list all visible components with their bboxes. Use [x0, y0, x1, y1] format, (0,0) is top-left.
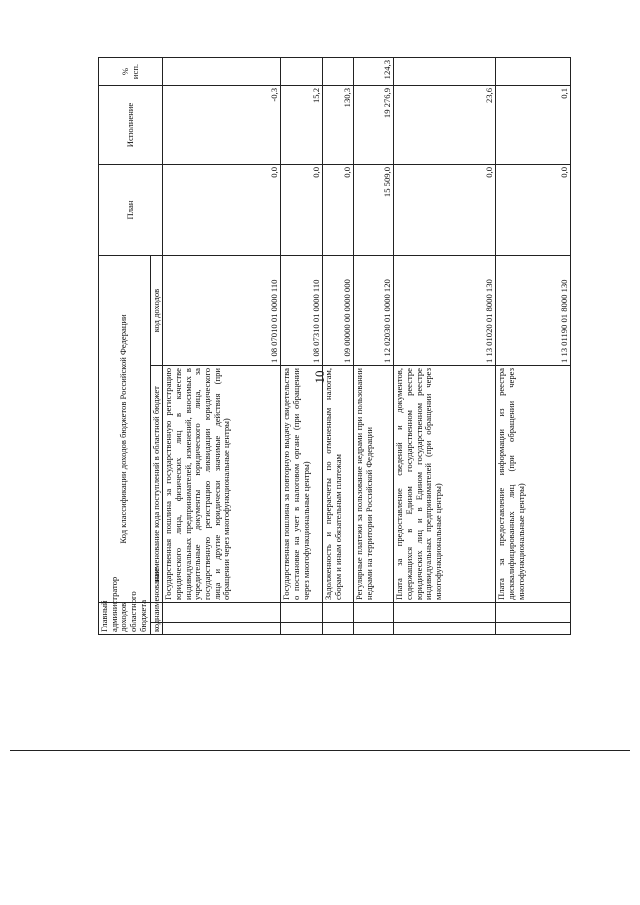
header-kbk-name: наименование кода поступлений в областной бюджет	[150, 366, 163, 603]
row-admin-code	[163, 623, 281, 635]
row-name: Государственная пошлина за повторную выдачу свидетельства о постановке на учет в налоговом органе (при обращении через многофункциональные центры)	[281, 366, 323, 603]
row-percent	[323, 58, 354, 86]
row-execution: 130,3	[323, 86, 354, 165]
footer-divider	[10, 750, 630, 751]
row-percent	[394, 58, 496, 86]
row-code: 1 08 07010 01 0000 110	[163, 256, 281, 366]
row-name: Плата за предоставление сведений и документов, содержащихся в Едином государственном реестре юридических лиц и в Едином государственном реестре индивидуальных предпринимателей (при обращении через многофункциональные центры)	[394, 366, 496, 603]
header-row-top	[99, 58, 151, 635]
header-admin-code: код	[150, 623, 163, 635]
row-plan: 0,0	[163, 165, 281, 256]
row-admin-name	[281, 603, 323, 623]
row-execution: 15,2	[281, 86, 323, 165]
page-number: 10	[312, 370, 327, 384]
row-admin-code	[281, 623, 323, 635]
table-rotator	[98, 58, 569, 635]
row-code: 1 13 01020 01 8000 130	[394, 256, 496, 366]
table-row	[163, 58, 281, 635]
row-admin-name	[394, 603, 496, 623]
row-admin-code	[323, 623, 354, 635]
budget-revenue-table	[98, 57, 571, 635]
header-kbk-code: код доходов	[150, 256, 163, 366]
row-percent	[496, 58, 571, 86]
row-percent: 124,3	[354, 58, 394, 86]
row-admin-name	[323, 603, 354, 623]
row-code: 1 09 00000 00 0000 000	[323, 256, 354, 366]
table-row	[281, 58, 323, 635]
row-percent	[163, 58, 281, 86]
row-plan: 15 509,0	[354, 165, 394, 256]
row-code: 1 12 02030 01 0000 120	[354, 256, 394, 366]
row-admin-name	[496, 603, 571, 623]
header-admin-name: наименование	[150, 603, 163, 623]
table-row	[323, 58, 354, 635]
row-name: Государственная пошлина за государственную регистрацию юридического лица, физических лиц в качестве индивидуальных предпринимателей, изменений, вносимых в учредительные документы юридического лица, за государственную регистрацию ликвидации юридического лица и другие юридически значимые действия (при обращении через многофункциональные центры)	[163, 366, 281, 603]
row-plan: 0,0	[323, 165, 354, 256]
row-admin-name	[163, 603, 281, 623]
row-code: 1 08 07310 01 0000 110	[281, 256, 323, 366]
row-plan: 0,0	[281, 165, 323, 256]
row-execution: -0,3	[163, 86, 281, 165]
row-admin-code	[394, 623, 496, 635]
table-row	[354, 58, 394, 635]
row-plan: 0,0	[394, 165, 496, 256]
row-execution: 23,6	[394, 86, 496, 165]
row-admin-code	[354, 623, 394, 635]
row-plan: 0,0	[496, 165, 571, 256]
header-kbk-group: Код классификации доходов бюджетов Российской Федерации	[99, 256, 151, 603]
row-name: Плата за предоставление информации из реестра дисквалифицированных лиц (при обращении через многофункциональные центры)	[496, 366, 571, 603]
header-admin-group: Главный администратор доходов областного бюджета	[99, 603, 151, 635]
table-row	[496, 58, 571, 635]
table-row	[394, 58, 496, 635]
row-admin-code	[496, 623, 571, 635]
row-code: 1 13 01190 01 8000 130	[496, 256, 571, 366]
row-execution: 0,1	[496, 86, 571, 165]
header-execution: Исполнение	[99, 86, 163, 165]
row-percent	[281, 58, 323, 86]
header-plan: План	[99, 165, 163, 256]
row-execution: 19 276,9	[354, 86, 394, 165]
row-admin-name	[354, 603, 394, 623]
row-name: Регулярные платежи за пользование недрами при пользовании недрами на территории Российской Федерации	[354, 366, 394, 603]
row-name: Задолженность и перерасчеты по отмененным налогам, сборам и иным обязательным платежам	[323, 366, 354, 603]
header-percent: % исп.	[99, 58, 163, 86]
